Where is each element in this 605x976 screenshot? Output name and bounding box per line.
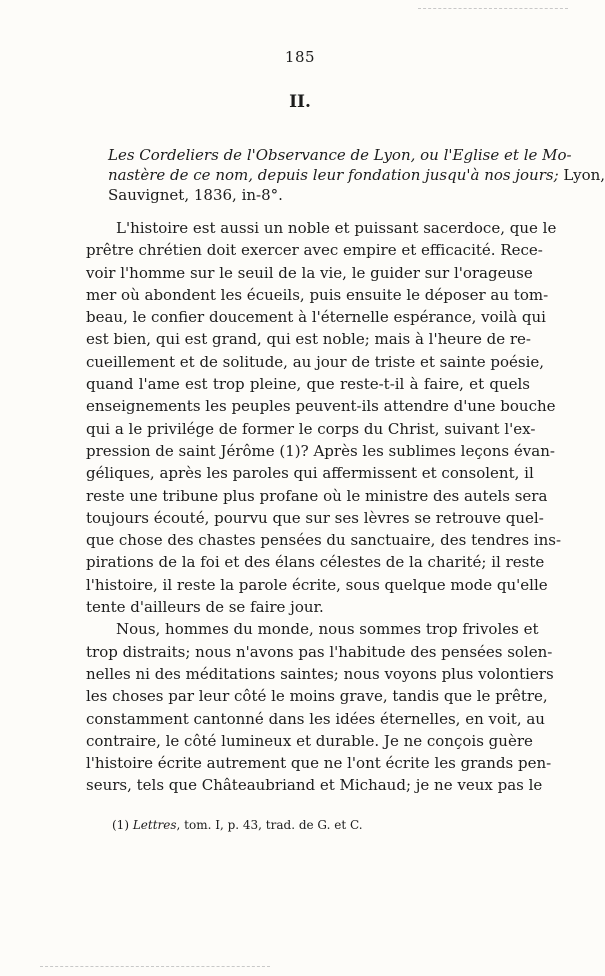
paragraph-1 bbox=[86, 217, 562, 618]
scan-edge-mark-bottom bbox=[40, 966, 270, 967]
text-line: mer où abondent les écueils, puis ensuite le déposer au tom- bbox=[86, 285, 549, 304]
text-line: reste une tribune plus profane où le ministre des autels sera bbox=[86, 486, 548, 505]
footnote-reference: , tom. I, p. 43, trad. de G. et C. bbox=[176, 818, 363, 832]
page-number: 185 bbox=[284, 48, 316, 66]
text-line: est bien, qui est grand, qui est noble; mais à l'heure de re- bbox=[86, 330, 531, 349]
text-line: toujours écouté, pourvu que sur ses lèvres se retrouve quel- bbox=[86, 508, 544, 527]
text-line: les choses par leur côté le moins grave, tandis que le prêtre, bbox=[86, 687, 548, 706]
section-title: II. bbox=[289, 92, 311, 112]
body-text bbox=[86, 217, 562, 797]
text-line: trop distraits; nous n'avons pas l'habitude des pensées solen- bbox=[86, 642, 553, 661]
bibliographic-citation bbox=[108, 145, 605, 205]
citation-line-3: Sauvignet, 1836, in-8°. bbox=[108, 186, 283, 204]
text-line: contraire, le côté lumineux et durable. Je ne conçois guère bbox=[86, 731, 533, 750]
text-line: voir l'homme sur le seuil de la vie, le guider sur l'orageuse bbox=[86, 263, 533, 282]
text-line: quand l'ame est trop pleine, que reste-t-il à faire, et quels bbox=[86, 375, 530, 394]
citation-line-2: nastère de ce nom, depuis leur fondation jusqu'à nos jours; Lyon, bbox=[108, 166, 605, 184]
text-line: tente d'ailleurs de se faire jour. bbox=[86, 598, 324, 617]
footnote bbox=[112, 817, 363, 833]
text-line: qui a le privilége de former le corps du Christ, suivant l'ex- bbox=[86, 419, 536, 438]
paragraph-2 bbox=[86, 618, 554, 796]
footnote-marker: (1) bbox=[112, 818, 129, 832]
text-line: nelles ni des méditations saintes; nous voyons plus volontiers bbox=[86, 664, 554, 683]
citation-line-1: Les Cordeliers de l'Observance de Lyon, ou l'Eglise et le Mo- bbox=[108, 146, 572, 164]
text-line: pirations de la foi et des élans célestes de la charité; il reste bbox=[86, 553, 545, 572]
text-line: cueillement et de solitude, au jour de triste et sainte poésie, bbox=[86, 352, 545, 371]
text-line: beau, le confier doucement à l'éternelle espérance, voilà qui bbox=[86, 308, 546, 327]
text-line: l'histoire écrite autrement que ne l'ont écrite les grands pen- bbox=[86, 754, 552, 773]
text-line: Nous, hommes du monde, nous sommes trop frivoles et bbox=[116, 620, 539, 639]
text-line: pression de saint Jérôme (1)? Après les sublimes leçons évan- bbox=[86, 441, 555, 460]
text-line: l'histoire, il reste la parole écrite, sous quelque mode qu'elle bbox=[86, 575, 548, 594]
scan-edge-mark-top bbox=[418, 8, 568, 9]
footnote-work-title: Lettres bbox=[132, 818, 177, 832]
text-line: enseignements les peuples peuvent-ils attendre d'une bouche bbox=[86, 397, 556, 416]
text-line: seurs, tels que Châteaubriand et Michaud; je ne veux pas le bbox=[86, 776, 543, 795]
text-line: géliques, après les paroles qui affermissent et consolent, il bbox=[86, 464, 534, 483]
text-line: constamment cantonné dans les idées éternelles, en voit, au bbox=[86, 709, 545, 728]
text-line: que chose des chastes pensées du sanctuaire, des tendres ins- bbox=[86, 531, 562, 550]
text-line: prêtre chrétien doit exercer avec empire et efficacité. Rece- bbox=[86, 241, 543, 260]
text-line: L'histoire est aussi un noble et puissant sacerdoce, que le bbox=[116, 219, 557, 237]
